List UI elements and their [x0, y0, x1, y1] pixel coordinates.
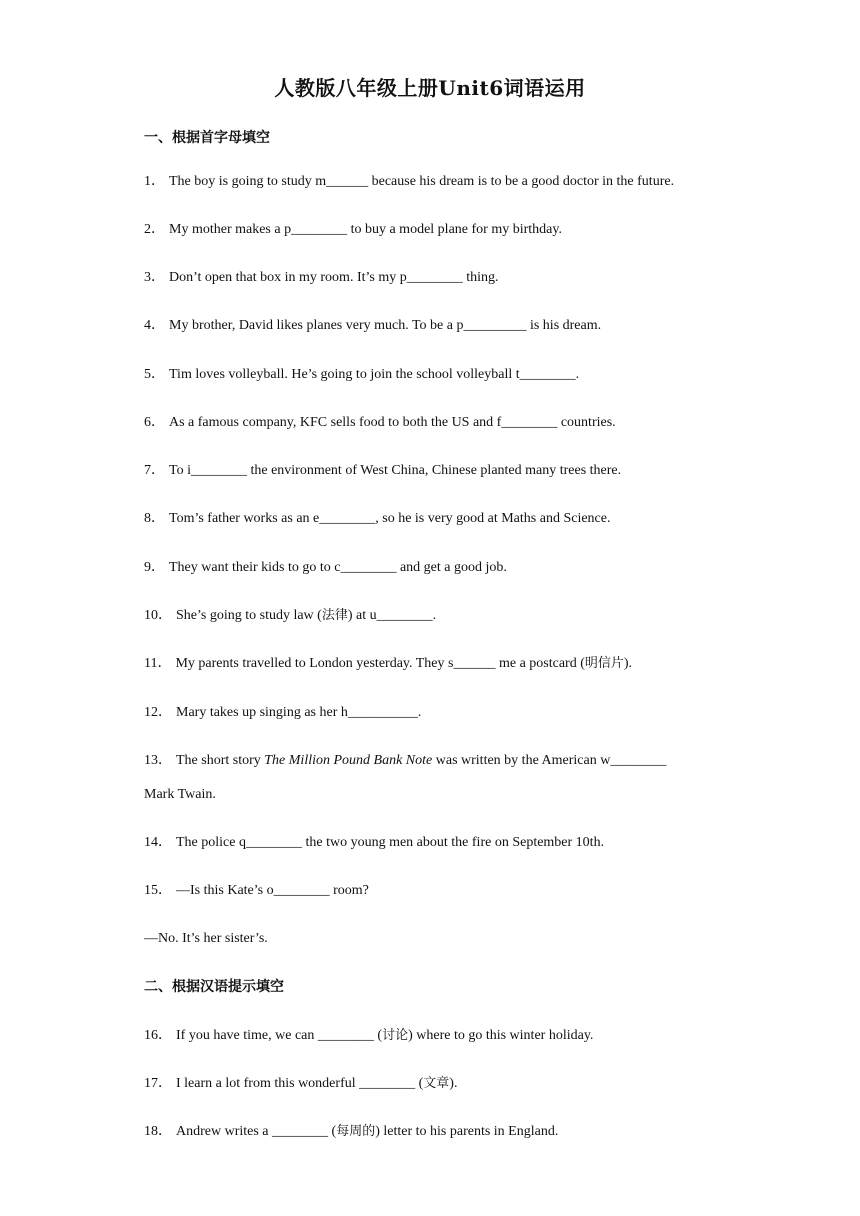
question-text-before: My parents travelled to London yesterday. They s______ me a postcard (	[175, 656, 585, 671]
question-number: 15．	[144, 883, 172, 898]
question-14	[144, 833, 744, 853]
question-number: 11．	[144, 656, 172, 671]
question-number: 5．	[144, 367, 165, 382]
question-number: 16．	[144, 1028, 172, 1043]
question-number: 1．	[144, 174, 165, 189]
question-text-after: ).	[623, 656, 633, 671]
book-title: The Million Pound Bank Note	[264, 753, 433, 768]
question-text-after: ) where to go this winter holiday.	[408, 1028, 594, 1043]
question-text-before: Andrew writes a ________ (	[176, 1124, 337, 1139]
question-number: 3．	[144, 270, 165, 285]
question-number: 9．	[144, 560, 165, 575]
question-text: My brother, David likes planes very much. To be a p_________ is his dream.	[169, 318, 602, 333]
question-number: 6．	[144, 415, 165, 430]
question-9	[144, 558, 744, 578]
question-text: My mother makes a p________ to buy a model plane for my birthday.	[169, 222, 562, 237]
question-number: 8．	[144, 511, 165, 526]
section-heading-2: 二、根据汉语提示填空	[144, 979, 284, 995]
question-1	[144, 172, 744, 192]
question-number: 4．	[144, 318, 165, 333]
question-15	[144, 881, 744, 901]
question-text-before: She’s going to study law (	[176, 608, 322, 623]
question-text: They want their kids to go to c________ and get a good job.	[169, 560, 507, 575]
question-17	[144, 1074, 744, 1094]
chinese-hint: 明信片	[584, 656, 624, 671]
question-number: 13．	[144, 753, 172, 768]
question-number: 7．	[144, 463, 165, 478]
question-16	[144, 1026, 744, 1046]
question-text: Don’t open that box in my room. It’s my p________ thing.	[169, 270, 499, 285]
question-13	[144, 751, 744, 771]
question-text: As a famous company, KFC sells food to both the US and f________ countries.	[169, 415, 616, 430]
document-title: 人教版八年级上册Unit6词语运用	[274, 76, 586, 100]
question-text-after: was written by the American w________	[432, 753, 667, 768]
question-number: 18．	[144, 1124, 172, 1139]
question-7	[144, 461, 744, 481]
question-number: 17．	[144, 1076, 172, 1091]
chinese-hint: 文章	[423, 1076, 450, 1091]
question-10	[144, 606, 744, 626]
question-text-after: ) at u________.	[347, 608, 437, 623]
question-text-before: If you have time, we can ________ (	[176, 1028, 383, 1043]
question-18	[144, 1122, 744, 1142]
question-number: 12．	[144, 705, 172, 720]
question-text-before: I learn a lot from this wonderful ________ (	[176, 1076, 424, 1091]
chinese-hint: 讨论	[382, 1028, 409, 1043]
question-15-answer-line: —No. It’s her sister’s.	[144, 931, 268, 946]
chinese-hint: 法律	[321, 608, 348, 623]
question-text-after: ) letter to his parents in England.	[375, 1124, 559, 1139]
question-number: 2．	[144, 222, 165, 237]
chinese-hint: 每周的	[336, 1124, 376, 1139]
question-text-after: ).	[449, 1076, 458, 1091]
question-text-before: The short story	[176, 753, 265, 768]
question-text: The boy is going to study m______ because his dream is to be a good doctor in the future.	[169, 174, 675, 189]
question-text: Tim loves volleyball. He’s going to join the school volleyball t________.	[169, 367, 580, 382]
question-4	[144, 316, 744, 336]
question-text: —Is this Kate’s o________ room?	[176, 883, 369, 898]
question-13-continuation: Mark Twain.	[144, 787, 216, 802]
question-12	[144, 703, 744, 723]
question-3	[144, 268, 744, 288]
section-heading-1: 一、根据首字母填空	[144, 130, 270, 146]
question-11	[144, 654, 744, 674]
question-text: Mary takes up singing as her h__________.	[176, 705, 422, 720]
question-6	[144, 413, 744, 433]
question-8	[144, 509, 744, 529]
question-number: 14．	[144, 835, 172, 850]
question-2	[144, 220, 744, 240]
question-5	[144, 365, 744, 385]
question-text: To i________ the environment of West China, Chinese planted many trees there.	[169, 463, 622, 478]
question-text: Tom’s father works as an e________, so he is very good at Maths and Science.	[169, 511, 611, 526]
question-text: The police q________ the two young men about the fire on September 10th.	[176, 835, 605, 850]
question-number: 10．	[144, 608, 172, 623]
